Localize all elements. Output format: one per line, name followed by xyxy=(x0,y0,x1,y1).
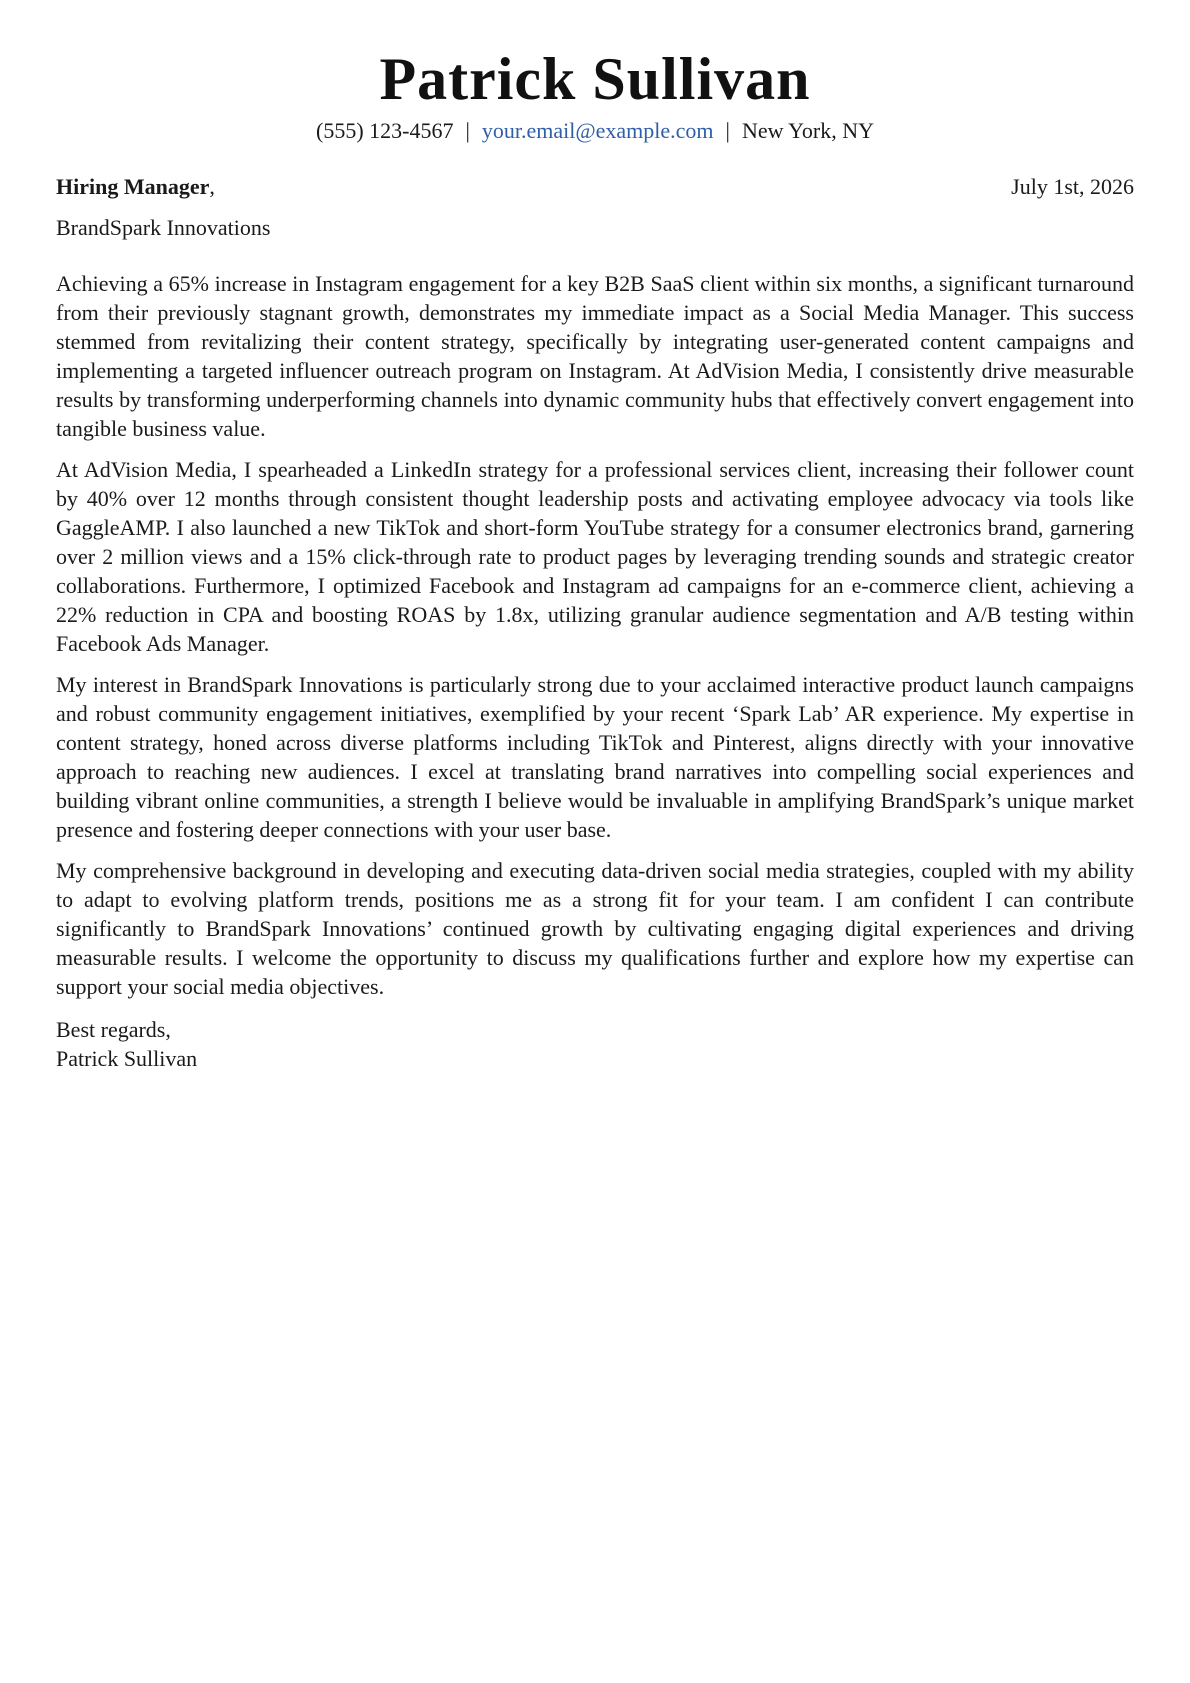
contact-line xyxy=(56,116,1134,146)
applicant-name: Patrick Sullivan xyxy=(379,46,811,112)
recipient-name-suffix: , xyxy=(209,174,215,199)
body-paragraph: Achieving a 65% increase in Instagram engagement for a key B2B SaaS client within six months, a significant turnaround from their previously stagnant growth, demonstrates my immediate impact as a Social Media Manager. This success stemmed from revitalizing their content strategy, specifically by integrating user-generated content campaigns and implementing a targeted influencer outreach program on Instagram. At AdVision Media, I consistently drive measurable results by transforming underperforming channels into dynamic community hubs that effectively convert engagement into tangible business value. xyxy=(56,271,1134,441)
body-paragraph: My interest in BrandSpark Innovations is particularly strong due to your acclaimed interactive product launch campaigns and robust community engagement initiatives, exemplified by your recent ‘Spark Lab’ AR experience. My expertise in content strategy, honed across diverse platforms including TikTok and Pinterest, aligns directly with your innovative approach to reaching new audiences. I excel at translating brand narratives into compelling social experiences and building vibrant online communities, a strength I believe would be invaluable in amplifying BrandSpark’s unique market presence and fostering deeper connections with your user base. xyxy=(56,672,1134,842)
recipient-name: Hiring Manager xyxy=(56,174,210,199)
phone-number: (555) 123-4567 xyxy=(316,118,454,143)
contact-separator: | xyxy=(725,118,730,143)
contact-separator: | xyxy=(465,118,470,143)
body-paragraph: At AdVision Media, I spearheaded a LinkedIn strategy for a professional services client, increasing their follower count by 40% over 12 months through consistent thought leadership posts and activating employee advocacy via tools like GaggleAMP. I also launched a new TikTok and short-form YouTube strategy for a consumer electronics brand, garnering over 2 million views and a 15% click-through rate to product pages by leveraging trending sounds and strategic creator collaborations. Furthermore, I optimized Facebook and Instagram ad campaigns for an e-commerce client, achieving a 22% reduction in CPA and boosting ROAS by 1.8x, utilizing granular audience segmentation and A/B testing within Facebook Ads Manager. xyxy=(56,457,1134,656)
recipient-date-row xyxy=(56,172,1134,202)
letter-closing xyxy=(56,1015,1134,1073)
cover-letter-page xyxy=(56,0,1134,1073)
signature-name: Patrick Sullivan xyxy=(56,1046,198,1071)
location: New York, NY xyxy=(741,118,874,143)
email-link[interactable]: your.email@example.com xyxy=(481,118,714,143)
body-paragraph: My comprehensive background in developing and executing data-driven social media strategies, coupled with my ability to adapt to evolving platform trends, positions me as a strong fit for your team. I am confident I can contribute significantly to BrandSpark Innovations’ continued growth by cultivating engaging digital experiences and driving measurable results. I welcome the opportunity to discuss my qualifications further and explore how my expertise can support your social media objectives. xyxy=(56,858,1134,999)
letter-date: July 1st, 2026 xyxy=(1011,174,1134,199)
recipient-company: BrandSpark Innovations xyxy=(56,215,271,240)
sign-off: Best regards, xyxy=(56,1017,171,1042)
recipient-line xyxy=(56,172,215,202)
letter-body xyxy=(56,269,1134,1001)
